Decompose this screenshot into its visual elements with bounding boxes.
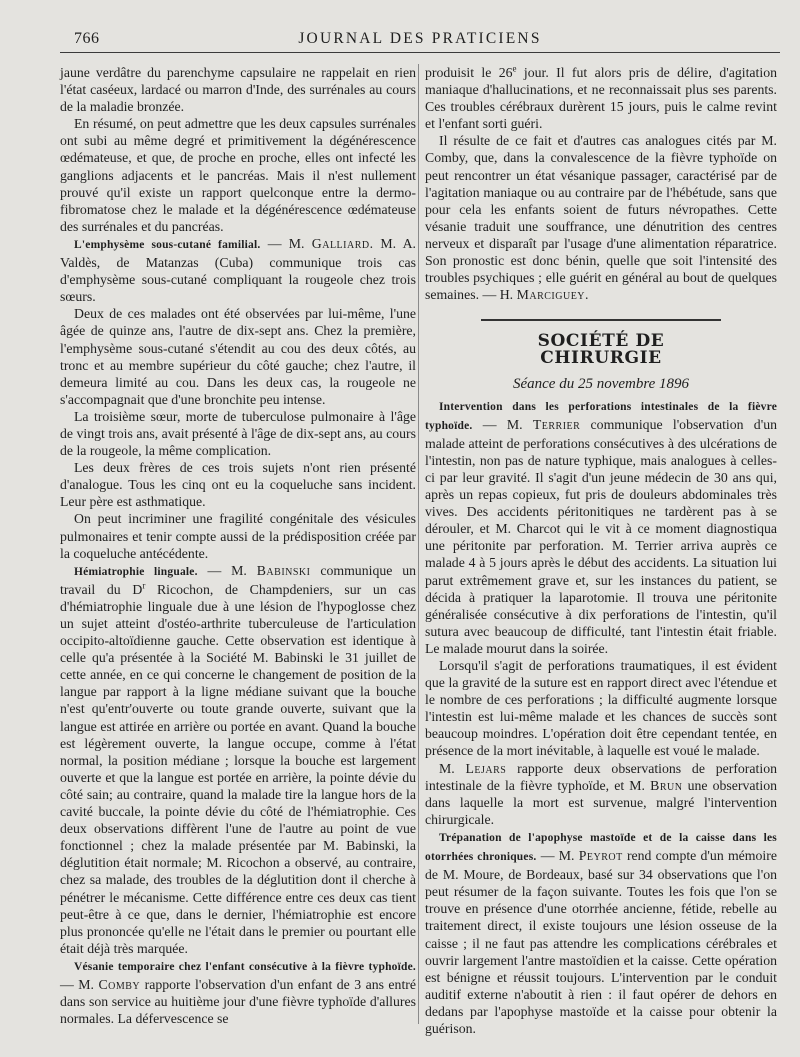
page-header (60, 24, 780, 53)
author-name: Lejars (465, 760, 507, 776)
runin-heading: Intervention dans les perforations intestinales de la fièvre typhoïde. (425, 400, 777, 432)
author-name: Brun (650, 777, 683, 793)
runin-heading: Trépanation de l'apophyse mastoïde et de la caisse dans les otorrhées chroniques. (425, 831, 777, 864)
runin-heading: L'emphysème sous-cutané familial. (74, 238, 261, 251)
page-number: 766 (74, 30, 100, 47)
paragraph: Vésanie temporaire chez l'enfant consécutive à la fièvre typhoïde. — M. Comby rapporte l'observation d'un enfant de 3 ans entré dans son service au huitième jour d'une fièvre typhoïde d'allures normales. La défervescence se (60, 960, 416, 1027)
paragraph: Trépanation de l'apophyse mastoïde et de la caisse dans les otorrhées chroniques. — M. Peyrot rend compte d'un mémoire de M. Moure, de Bordeaux, basé sur 34 observations que l'on peut résumer de la façon suivante. Toutes les fois que l'on se trouve en présence d'une otorrhée ancienne, fétide, rebelle au traitement direct, il existe toujours une lésion osseuse de la caisse ; il ne faut pas attendre les complications cérébrales et ouvrir largement l'antre mastoïdien et la caisse. Cette opération est bénigne et réussit toujours. L'intervention par le conduit auditif externe n'aboutit à rien : il faut opérer de dehors en dedans par l'apophyse mastoïde et la caisse pour obtenir la guérison. (425, 831, 777, 1036)
runin-heading: Vésanie temporaire chez l'enfant consécutive à la fièvre typhoïde. (74, 960, 416, 973)
paragraph: Lorsqu'il s'agit de perforations traumatiques, il est évident que la gravité de la suture est en rapport direct avec l'étendue et le nombre de ces perforations ; la difficulté augmente lorsque l'intestin est lui-même malade et les chances de succès sont beaucoup moindres. L'opération doit être cependant tentée, en présence de la mort inévitable, à laquelle est voué le malade. (425, 658, 777, 759)
paragraph: Hémiatrophie linguale. — M. Babinski communique un travail du $D^r$ Ricochon, de Champdeniers, sur un cas d'hémiatrophie linguale due à une lésion de l'hypoglosse chez un sujet atteint d'ostéo-arthrite tuberculeuse de l'articulation occipito-altoïdienne gauche. Cette observation est identique à celle qu'a présentée à la Société M. Babinski le 31 juillet de cette année, en ce qui concerne le changement de position de la langue par rapport à la ligne médiane suivant que la bouche n'est qu'entr'ouverte ou toute grande ouverte, suivant que la langue est attirée en arrière ou portée en avant. Quand la bouche est légèrement ouverte, la langue occupe, comme à l'état normal, la position médiane ; lorsque la bouche est largement ouverte et que la langue est portée en arrière, la pointe dévie du côté sain; au contraire, quand la malade tire la langue hors de la cavité buccale, la pointe dévie du côté de l'hémiatrophie. Ces deux observations diffèrent l'une de l'autre au point de vue fonctionnel ; chez la malade présentée par M. Babinski, la déglutition était normale; M. Ricochon a observé, au contraire, chez sa malade, des troubles de la déglutition dont il cherche à pénétrer le mécanisme. Cette différence entre ces deux cas tient peut-être à ce que, dans le dernier, l'hémiatrophie est encore plus prononcée qu'elle ne l'était dans le premier ou pourtant elle était déjà très marquée. (60, 562, 416, 956)
runin-heading: Hémiatrophie linguale. (74, 565, 198, 578)
paragraph: L'emphysème sous-cutané familial. — M. Galliard. M. A. Valdès, de Matanzas (Cuba) communique trois cas d'emphysème sous-cutané compliquant la rougeole chez trois sœurs. (60, 235, 416, 305)
left-column (60, 64, 416, 1027)
paragraph: Les deux frères de ces trois sujets n'ont rien présenté d'analogue. Tous les cinq ont eu la coqueluche sans incident. Leur père est asthmatique. (60, 460, 416, 510)
paragraph: On peut incriminer une fragilité congénitale des vésicules pulmonaires et tenir compte aussi de la prédisposition créée par la coqueluche antécédente. (60, 511, 416, 561)
author-name: Terrier (532, 416, 581, 432)
section-title: SOCIÉTÉ DE CHIRURGIE (481, 319, 721, 367)
session-date: Séance du 25 novembre 1896 (512, 375, 690, 392)
paragraph: Deux de ces malades ont été observées par lui-même, l'une âgée de quinze ans, l'autre de dix-sept ans. Chez la première, l'emphysème sous-cutané s'étendit au cou des deux côtés, au tronc et au membre supérieur du côté gauche; chez l'autre, il demeura limité au cou. Dans les deux cas, la rougeole ne s'accompagnait que d'une bronchite peu intense. (60, 306, 416, 407)
paragraph: Il résulte de ce fait et d'autres cas analogues cités par M. Comby, que, dans la convalescence de la fièvre typhoïde on peut rencontrer un état vésanique passager, caractérisé par de l'agitation maniaque ou au contraire par de l'hébétude, sans que pour cela les enfants soient de futurs névropathes. Cette vésanie traduit une souffrance, une dénutrition des centres nerveux et disparaît par l'usage d'une alimentation réparatrice. Son pronostic est donc bénin, quelle que soit l'intensité des troubles psychiques ; elle guérit en général au bout de quelques semaines. — H. Marciguey. (425, 133, 777, 303)
paragraph: jaune verdâtre du parenchyme capsulaire ne rappelait en rien l'état caséeux, lardacé ou marron d'Inde, des surrénales au cours de la maladie bronzée. (60, 65, 416, 115)
paragraph: M. Lejars rapporte deux observations de perforation intestinale de la fièvre typhoïde, et M. Brun une observation dans laquelle la mort est survenue, malgré l'intervention chirurgicale. (425, 760, 777, 827)
paragraph: Intervention dans les perforations intestinales de la fièvre typhoïde. — M. Terrier communique l'observation d'un malade atteint de perforations consécutives à des ulcérations de l'intestin, non pas de nature typhique, mais analogues à celles-ci par leur gravité. Il s'agit d'un jeune médecin de 30 ans qui, après un repas copieux, fut pris de douleurs abdominales très vives. Des accidents péritonitiques ne tardèrent pas à se dérouler, et M. Charcot qui le vit à ce moment diagnostiqua une péritonite par perforation. M. Terrier arriva auprès ce malade 4 à 5 jours après le début des accidents. La situation lui parut extrêmement grave et, sur les instances du patient, se décida à pratiquer la laparotomie. Il trouva une péritonite généralisée consécutive à dix perforations de l'intestin, qu'il sutura avec beaucoup de difficulté, tant l'intestin était friable. Le malade mourut dans la soirée. (425, 400, 777, 656)
paragraph: La troisième sœur, morte de tuberculose pulmonaire à l'âge de vingt trois ans, avait présenté à l'âge de dix-sept ans, au cours de la rougeole, la même complication. (60, 408, 416, 459)
running-title: JOURNAL DES PRATICIENS (298, 30, 542, 47)
right-column (425, 64, 777, 1037)
author-name: Marciguey (516, 287, 586, 303)
author-name: Comby (98, 976, 141, 992)
column-divider (418, 64, 419, 1024)
author-name: Galliard (311, 235, 370, 251)
paragraph: produisit le 26e jour. Il fut alors pris de délire, d'agitation maniaque d'hallucinations, et ne reconnaissait plus ses parents. Ces troubles cérébraux durèrent 15 jours, puis le calme revint et l'enfant sorti guéri. (425, 63, 778, 132)
paragraph: En résumé, on peut admettre que les deux capsules surrénales ont subi au même degré et primitivement la dégénérescence œdémateuse, et que, de proche en proche, elles ont infecté les ganglions adjacents et le pancréas. Mais il n'est nullement prouvé qu'il existe un rapport quelconque entre la dermo-fibromatose chez le malade et la dégénérescence œdémateuse des surrénales et du pancréas. (60, 116, 416, 234)
author-name: Babinski (256, 562, 311, 578)
author-name: Peyrot (578, 848, 623, 864)
